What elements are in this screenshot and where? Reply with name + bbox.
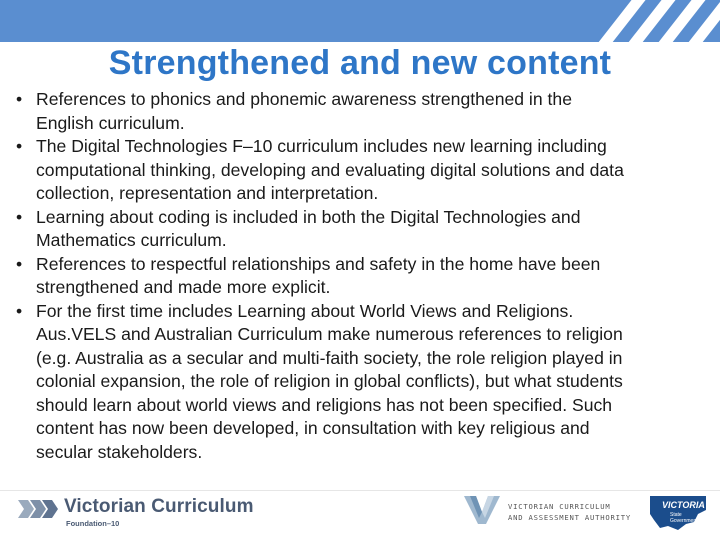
- bullet-marker: •: [16, 89, 23, 109]
- header-bar: [0, 0, 720, 42]
- vcaa-line-2: AND ASSESSMENT AUTHORITY: [508, 513, 632, 522]
- bullet-line: English curriculum.: [36, 112, 185, 133]
- bullet-item: [14, 300, 714, 465]
- bullet-list: [14, 88, 714, 464]
- bullet-line: References to respectful relationships and safety in the home have been: [36, 253, 601, 274]
- bullet-line: The Digital Technologies F–10 curriculum includes new learning including: [36, 136, 607, 156]
- bullet-line: secular stakeholders.: [36, 441, 203, 462]
- bullet-line: (e.g. Australia as a secular and multi-faith society, the role religion played in: [36, 347, 623, 368]
- bullet-line: For the first time includes Learning about World Views and Religions.: [36, 300, 574, 321]
- bullet-line: collection, representation and interpretation.: [36, 183, 379, 203]
- state-line-2: Government: [670, 518, 698, 524]
- bullet-marker: •: [16, 300, 23, 321]
- footer-divider: [0, 490, 720, 491]
- bullet-marker: •: [16, 206, 23, 227]
- bullet-line: computational thinking, developing and evaluating digital solutions and data: [36, 159, 624, 180]
- bullet-line: Mathematics curriculum.: [36, 230, 227, 250]
- vcaa-line-1: VICTORIAN CURRICULUM: [508, 502, 611, 511]
- bullet-line: Aus.VELS and Australian Curriculum make numerous references to religion: [36, 324, 623, 344]
- vcaa-v-mark-icon: [462, 494, 502, 526]
- state-word: VICTORIA: [662, 500, 705, 510]
- victorian-curriculum-logo: [18, 494, 258, 530]
- slide-title: Strengthened and new content: [108, 44, 612, 82]
- bullet-line: content has now been developed, in consultation with key religious and: [36, 418, 590, 438]
- bullet-marker: •: [16, 253, 23, 274]
- vcaa-logo: [462, 494, 632, 528]
- bullet-item: [14, 135, 714, 206]
- logo-subtitle: Foundation–10: [66, 519, 120, 528]
- chevron-logo-icon: [18, 498, 60, 520]
- bullet-line: References to phonics and phonemic awareness strengthened in the: [36, 89, 572, 109]
- bullet-item: [14, 88, 714, 135]
- bullet-item: [14, 206, 714, 253]
- bullet-marker: •: [16, 136, 23, 156]
- bullet-line: Learning about coding is included in both the Digital Technologies and: [36, 206, 581, 227]
- bullet-line: strengthened and made more explicit.: [36, 277, 331, 297]
- victoria-government-logo: [648, 494, 710, 534]
- logo-name: Victorian Curriculum: [64, 496, 254, 517]
- bullet-line: colonial expansion, the role of religion in global conflicts), but what students: [36, 371, 623, 391]
- bullet-item: [14, 253, 714, 300]
- state-line-1: State: [670, 512, 682, 518]
- bullet-line: should learn about world views and religions has not been specified. Such: [36, 394, 613, 415]
